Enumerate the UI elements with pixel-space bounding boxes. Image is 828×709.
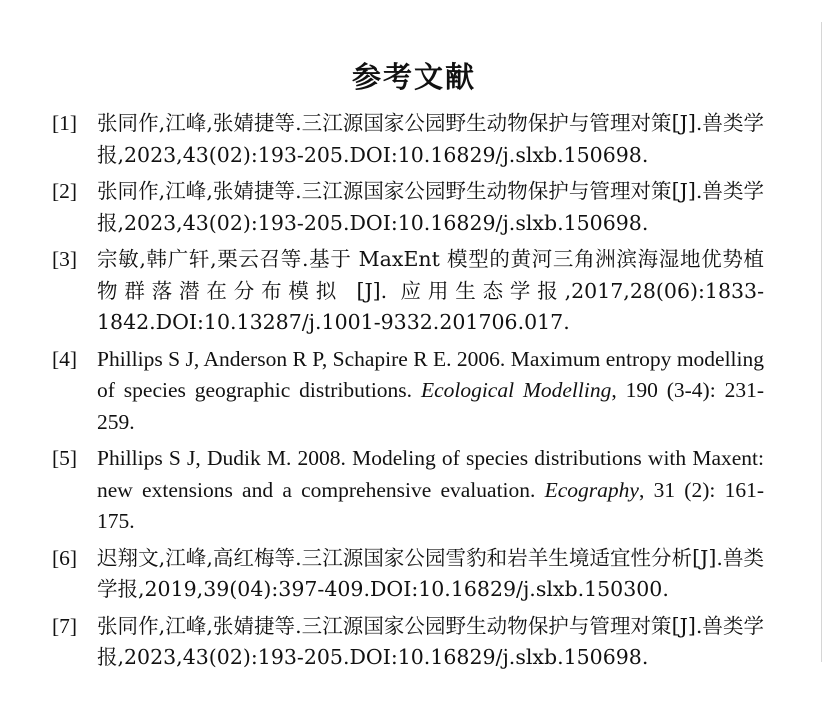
reference-item-7 [52,611,764,674]
reference-text [97,344,764,439]
reference-volume-pages: , 31 (2): 161-175. [97,477,764,533]
reference-list [52,108,764,679]
reference-number: [3] [52,247,78,271]
reference-item-4 [52,344,764,439]
reference-item-5 [52,443,764,538]
reference-text: 张同作,江峰,张婧捷等.三江源国家公园野生动物保护与管理对策[J].兽类学报,2023,43(02):193-205.DOI:10.16829/j.slxb.150698. [97,179,764,235]
reference-authors-title: Phillips S J, Dudik M. 2008. Modeling of species distributions with Maxent: new extensions and a comprehensive evaluation. [97,446,764,502]
reference-text: 迟翔文,江峰,高红梅等.三江源国家公园雪豹和岩羊生境适宜性分析[J].兽类学报,2019,39(04):397-409.DOI:10.16829/j.slxb.150300. [97,545,764,601]
reference-item-2 [52,176,764,239]
reference-text [97,443,764,538]
reference-number: [6] [52,545,78,570]
reference-item-1 [52,108,764,171]
reference-text: 张同作,江峰,张婧捷等.三江源国家公园野生动物保护与管理对策[J].兽类学报,2023,43(02):193-205.DOI:10.16829/j.slxb.150698. [97,613,764,669]
reference-number: [7] [52,613,78,638]
reference-item-6 [52,543,764,606]
reference-authors-title: Phillips S J, Anderson R P, Schapire R E. 2006. Maximum entropy modelling of species geographic distributions. [97,346,764,402]
reference-text: 张同作,江峰,张婧捷等.三江源国家公园野生动物保护与管理对策[J].兽类学报,2023,43(02):193-205.DOI:10.16829/j.slxb.150698. [97,111,764,167]
reference-journal: Ecological Modelling [420,378,612,402]
reference-text: 宗敏,韩广轩,栗云召等.基于 MaxEnt 模型的黄河三角洲滨海湿地优势植物群落潜在分布模拟 [J]. 应用生态学报,2017,28(06):1833-1842.DOI:10.13287/j.1001-9332.201706.017. [97,247,764,334]
reference-number: [2] [52,179,78,203]
reference-journal: Ecography [544,477,639,502]
reference-number: [4] [52,346,78,371]
reference-item-3 [52,244,764,339]
reference-volume-pages: , 190 (3-4): 231-259. [97,378,764,434]
reference-number: [1] [52,111,78,135]
page-title: 参考文献 [351,60,476,95]
reference-number: [5] [52,446,78,470]
page-edge-line [821,22,822,662]
